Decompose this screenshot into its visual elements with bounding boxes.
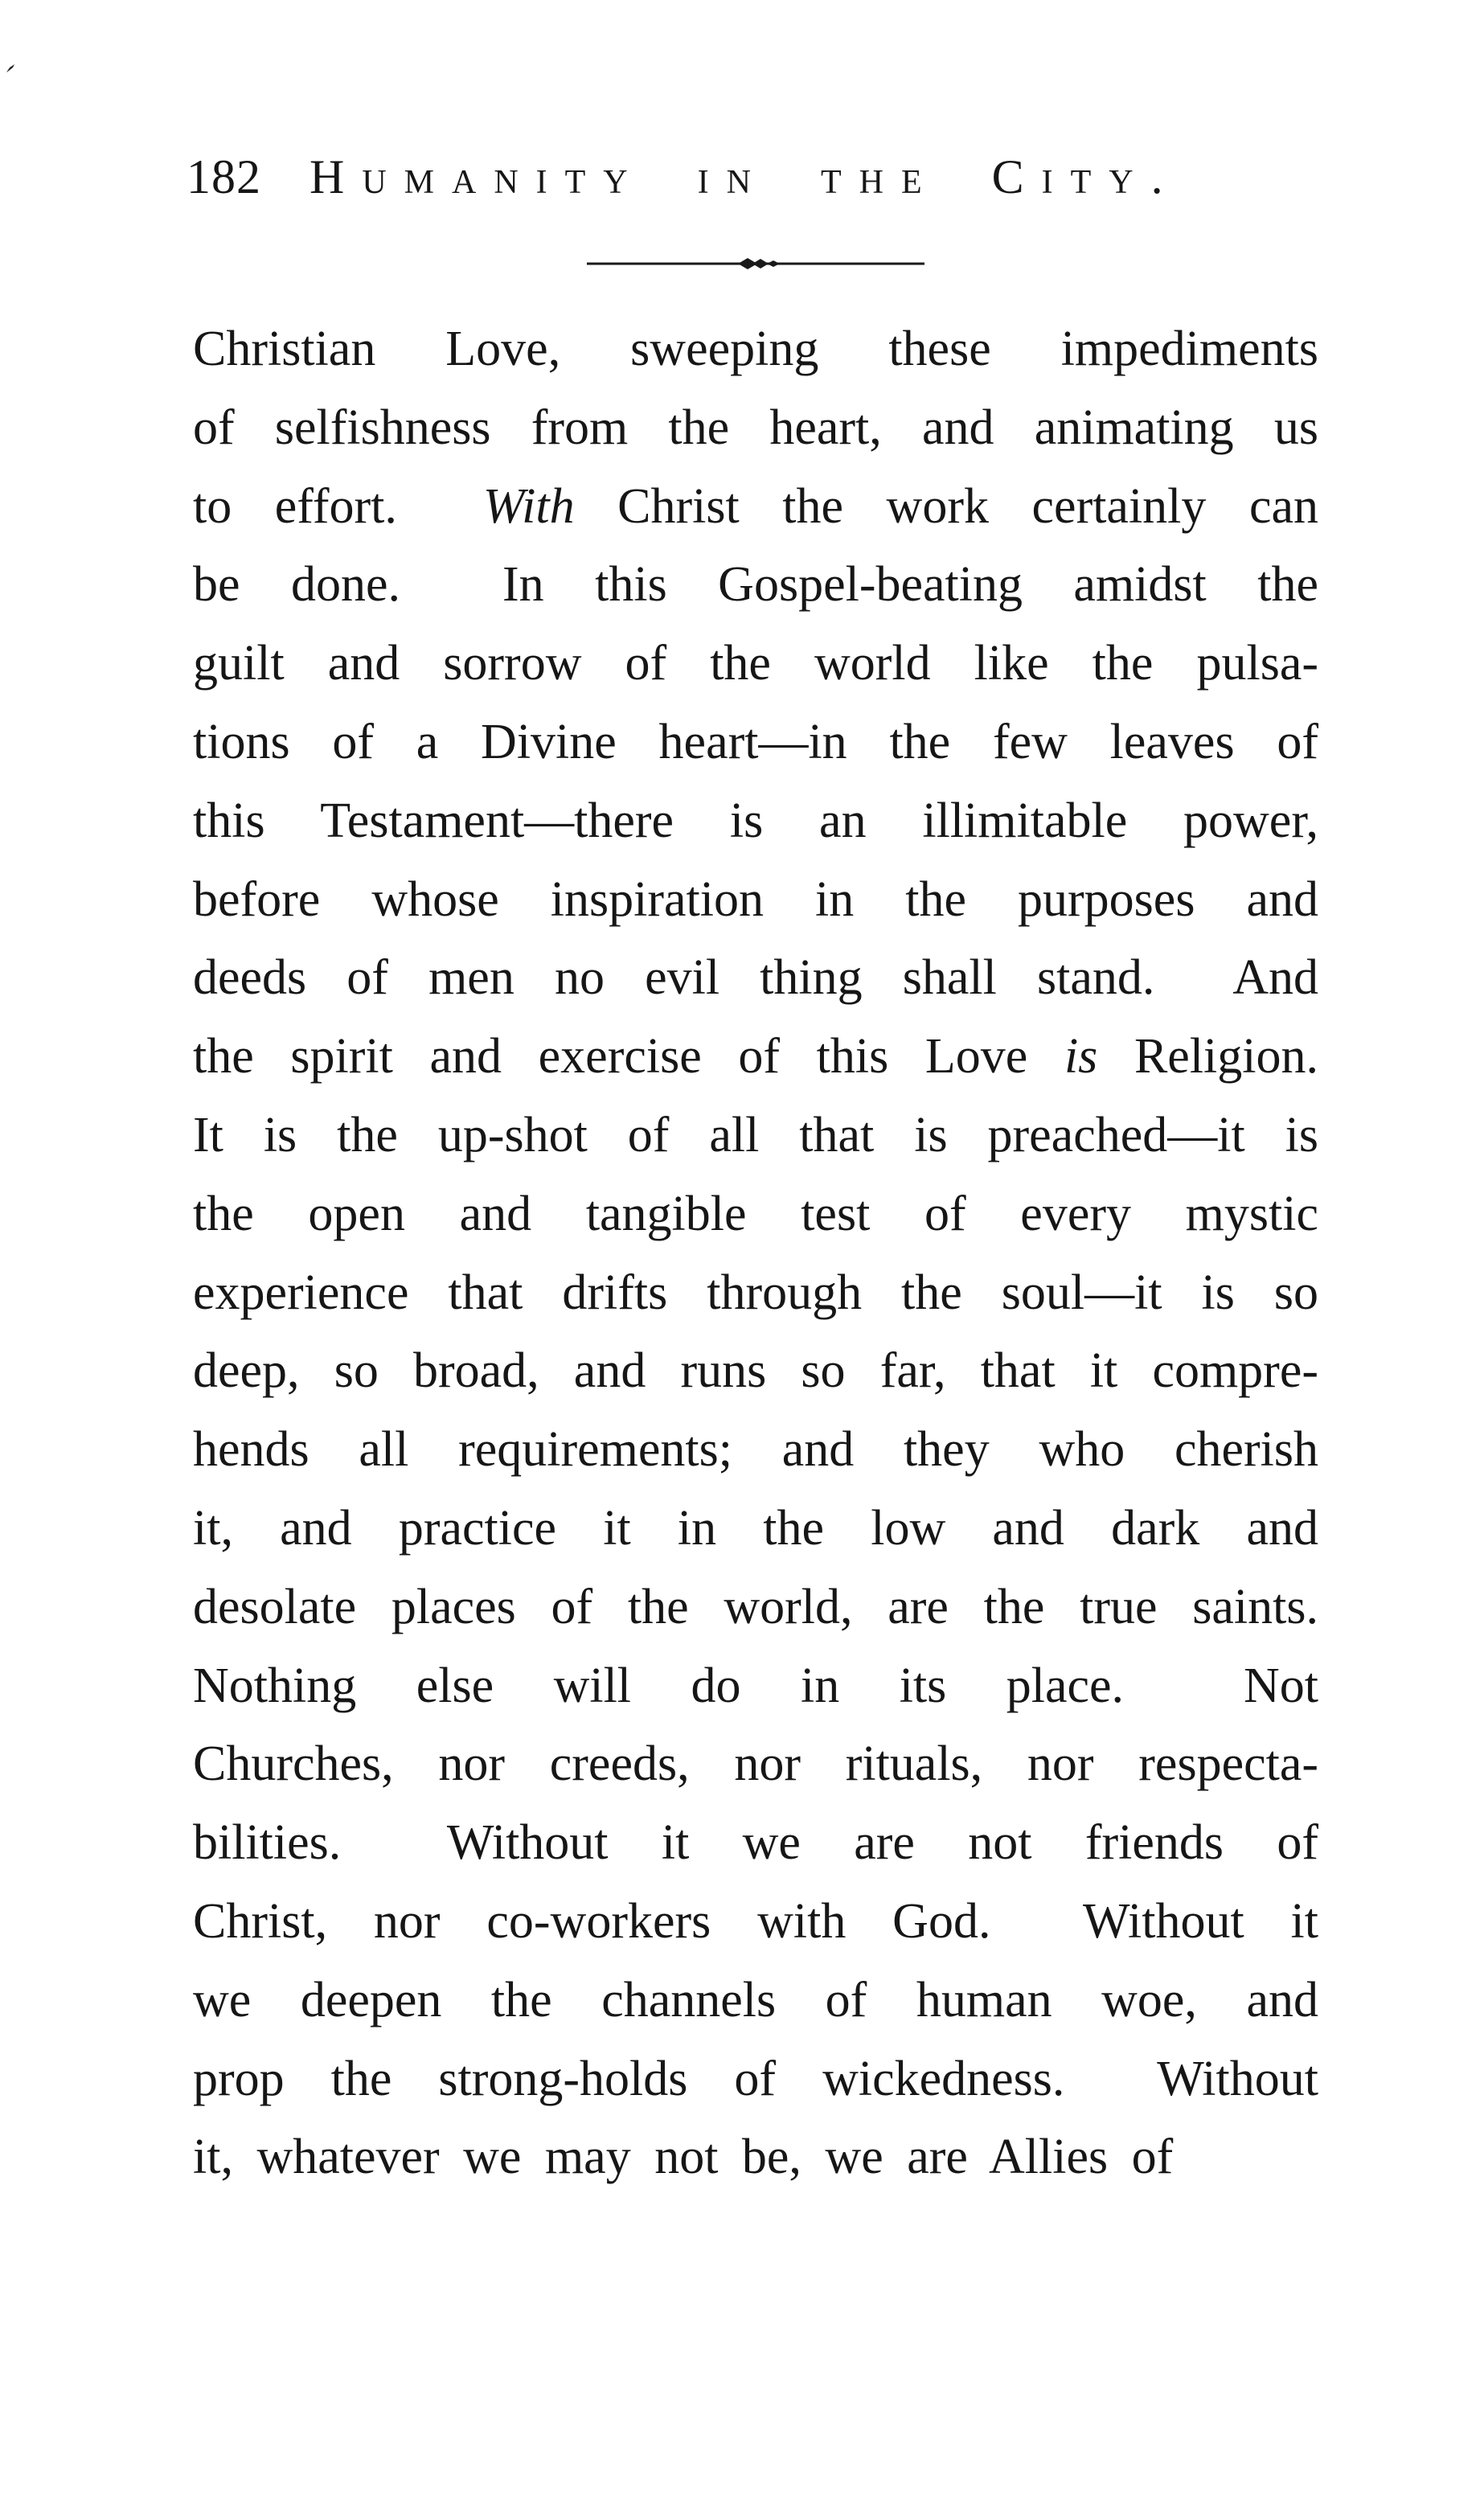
text-segment: it, whatever we may not be, we are Allies of [193, 2130, 1174, 2185]
text-line [193, 782, 1318, 861]
italic-text-segment: With [482, 478, 575, 534]
text-segment: hends all requirements; and they who cherish [193, 1422, 1318, 1478]
text-line [193, 389, 1318, 468]
text-line [193, 1883, 1318, 1962]
text-line [193, 1254, 1318, 1333]
page-number: 182 [187, 150, 261, 203]
body-text [193, 310, 1318, 2197]
text-segment: we deepen the channels of human woe, and [193, 1972, 1318, 2027]
text-segment: the open and tangible test of every mystic [193, 1186, 1318, 1241]
text-segment: prop the strong-holds of wickedness. Without [193, 2051, 1318, 2106]
text-segment: the spirit and exercise of this Love [193, 1029, 1064, 1084]
text-segment: guilt and sorrow of the world like the pulsa- [193, 636, 1318, 691]
text-line [193, 1175, 1318, 1254]
text-segment: Churches, nor creeds, nor rituals, nor respecta- [193, 1736, 1318, 1792]
running-title: Humanity in the City. [310, 150, 1181, 203]
ink-speck-mark [5, 63, 16, 74]
text-segment: deeds of men no evil thing shall stand. And [193, 950, 1318, 1006]
text-segment: experience that drifts through the soul—it is so [193, 1265, 1318, 1320]
text-line [193, 468, 1318, 547]
text-segment: Religion. [1097, 1029, 1318, 1084]
text-segment: this Testament—there is an illimitable power, [193, 793, 1318, 848]
text-line [193, 1097, 1318, 1175]
text-segment: deep, so broad, and runs so far, that it compre- [193, 1343, 1318, 1399]
ornamental-rule [587, 256, 924, 272]
text-segment: be done. In this Gospel-beating amidst the [193, 557, 1318, 613]
text-segment: It is the up-shot of all that is preached—it is [193, 1107, 1318, 1162]
text-segment: to effort. [193, 478, 483, 534]
text-line [193, 2040, 1318, 2119]
text-segment: of selfishness from the heart, and animating us [193, 400, 1318, 455]
text-segment: before whose inspiration in the purposes and [193, 871, 1318, 927]
text-segment: desolate places of the world, are the true saints. [193, 1579, 1318, 1634]
text-line [193, 1647, 1318, 1726]
text-line [193, 1332, 1318, 1411]
text-segment: tions of a Divine heart—in the few leaves of [193, 714, 1318, 769]
text-line [193, 939, 1318, 1018]
text-line [193, 1490, 1318, 1568]
text-line [193, 861, 1318, 940]
text-segment: Christ the work certainly can [574, 478, 1318, 534]
text-line [193, 1018, 1318, 1097]
text-line [193, 703, 1318, 782]
text-line [193, 1568, 1318, 1647]
italic-text-segment: is [1064, 1029, 1098, 1084]
text-line [193, 1962, 1318, 2040]
text-line [193, 546, 1318, 625]
text-segment: Nothing else will do in its place. Not [193, 1658, 1318, 1713]
text-line [193, 2118, 1318, 2197]
text-segment: Christian Love, sweeping these impediments [193, 322, 1318, 376]
text-segment: bilities. Without it we are not friends of [193, 1815, 1318, 1871]
text-segment: Christ, nor co-workers with God. Without it [193, 1893, 1318, 1949]
text-line [193, 1804, 1318, 1883]
text-segment: it, and practice it in the low and dark and [193, 1500, 1318, 1556]
text-line [193, 625, 1318, 703]
text-line [193, 310, 1318, 389]
text-line [193, 1725, 1318, 1804]
text-line [193, 1411, 1318, 1490]
running-header [187, 150, 1312, 214]
